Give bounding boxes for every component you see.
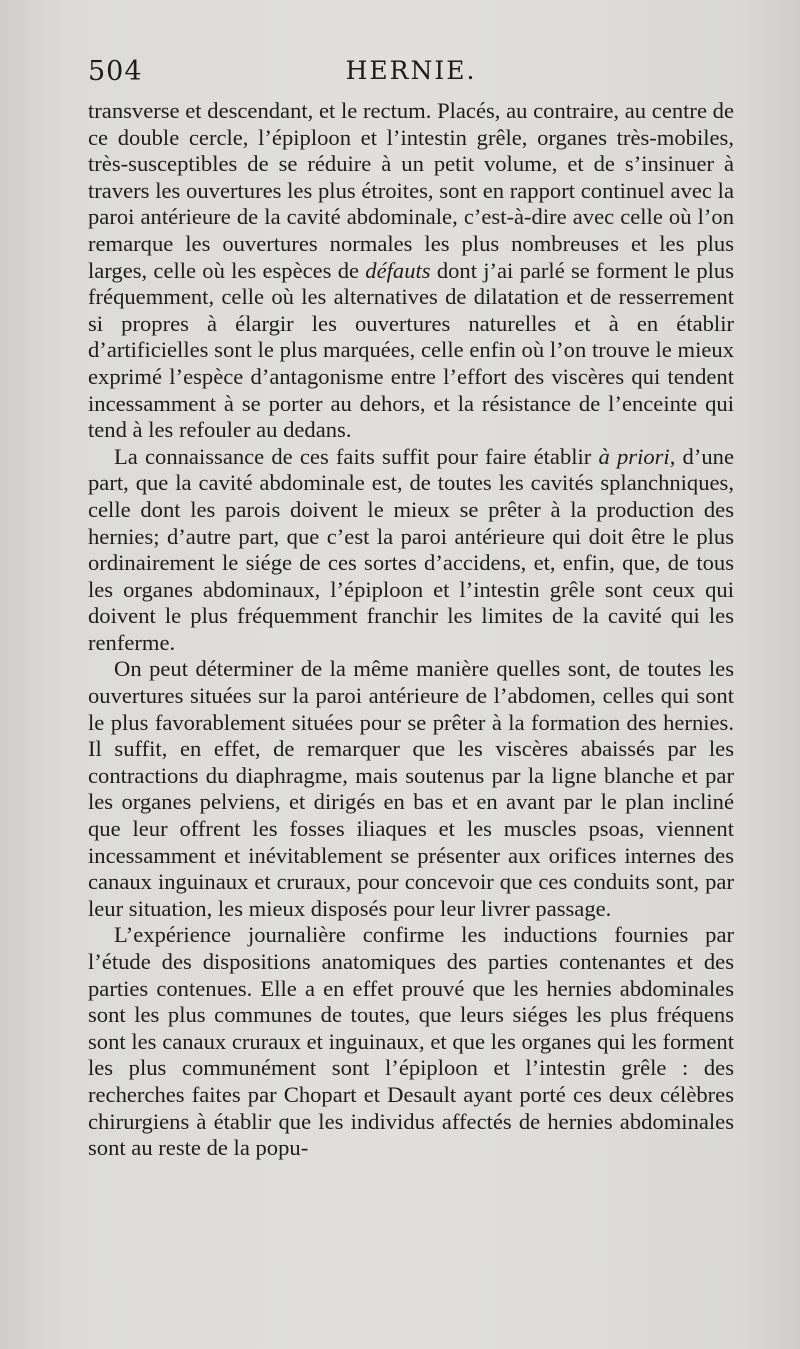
paragraph-3-text: On peut déterminer de la même manière quelles sont, de toutes les ouvertures situées sur la paroi antérieure de l’abdomen, celles qui sont le plus favorablement situées pour se prêter à la formation des hernies. Il suffit, en effet, de remarquer que les viscères abaissés par les contractions du diaphragme, mais soutenus par la ligne blanche et par les organes pelviens, et dirigés en bas et en avant par le plan incliné que leur offrent les fosses iliaques et les muscles psoas, viennent incessamment et inévitablement se présenter aux orifices internes des canaux inguinaux et cruraux, pour concevoir que ces conduits sont, par leur situation, les mieux disposés pour leur livrer passage.: [88, 656, 734, 921]
paragraph-2: [88, 444, 734, 657]
paragraph-1-text-a: transverse et descendant, et le rectum. Placés, au contraire, au centre de ce double cercle, l’épiploon et l’intestin grêle, organes très-mobiles, très-susceptibles de se réduire à un petit volume, et de s’insinuer à travers les ouvertures les plus étroites, sont en rapport continuel avec la paroi antérieure de la cavité abdominale, c’est-à-dire avec celle où l’on remarque les ouvertures normales les plus nombreuses et les plus larges, celle où les espèces de: [88, 98, 734, 283]
paragraph-1-text-b: dont j’ai parlé se forment le plus fréquemment, celle où les alternatives de dilatation et de resserrement si propres à élargir les ouvertures naturelles et à en établir d’artificielles sont le plus marquées, celle enfin où l’on trouve le mieux exprimé l’espèce d’antagonisme entre l’effort des viscères qui tendent incessamment à se porter au dehors, et la résistance de l’enceinte qui tend à les refouler au dedans.: [88, 257, 735, 443]
page-number: 504: [88, 56, 143, 87]
page-header: [88, 56, 734, 92]
paragraph-3: [88, 656, 734, 922]
paragraph-2-text-b: , d’une part, que la cavité abdominale est, de toutes les cavités splanchniques, celle dont les parois doivent le mieux se prêter à la production des hernies; d’autre part, que c’est la paroi antérieure qui doit être le plus ordinairement le siége de ces sortes d’accidens, et, enfin, que, de tous les organes abdominaux, l’épiploon et l’intestin grêle sont ceux qui doivent le plus fréquemment franchir les limites de la cavité qui les renferme.: [88, 443, 734, 655]
paragraph-1-italic-defauts: défauts: [365, 257, 431, 283]
paragraph-4: [88, 922, 734, 1161]
paragraph-1: [88, 98, 734, 444]
paragraph-2-text-a: La connaissance de ces faits suffit pour faire établir: [114, 443, 599, 469]
paragraph-2-italic-a-priori: à priori: [598, 443, 670, 469]
paragraph-4-text: L’expérience journalière confirme les inductions fournies par l’étude des dispositions anatomiques des parties contenantes et des parties contenues. Elle a en effet prouvé que les hernies abdominales sont les plus communes de toutes, que leurs siéges les plus fréquens sont les canaux cruraux et inguinaux, et que les organes qui les forment les plus communément sont l’épiploon et l’intestin grêle : des recherches faites par Chopart et Desault ayant porté ces deux célèbres chirurgiens à établir que les individus affectés de hernies abdominales sont au reste de la popu-: [88, 922, 734, 1161]
body-text: [88, 98, 734, 1162]
running-head: HERNIE.: [345, 56, 477, 85]
